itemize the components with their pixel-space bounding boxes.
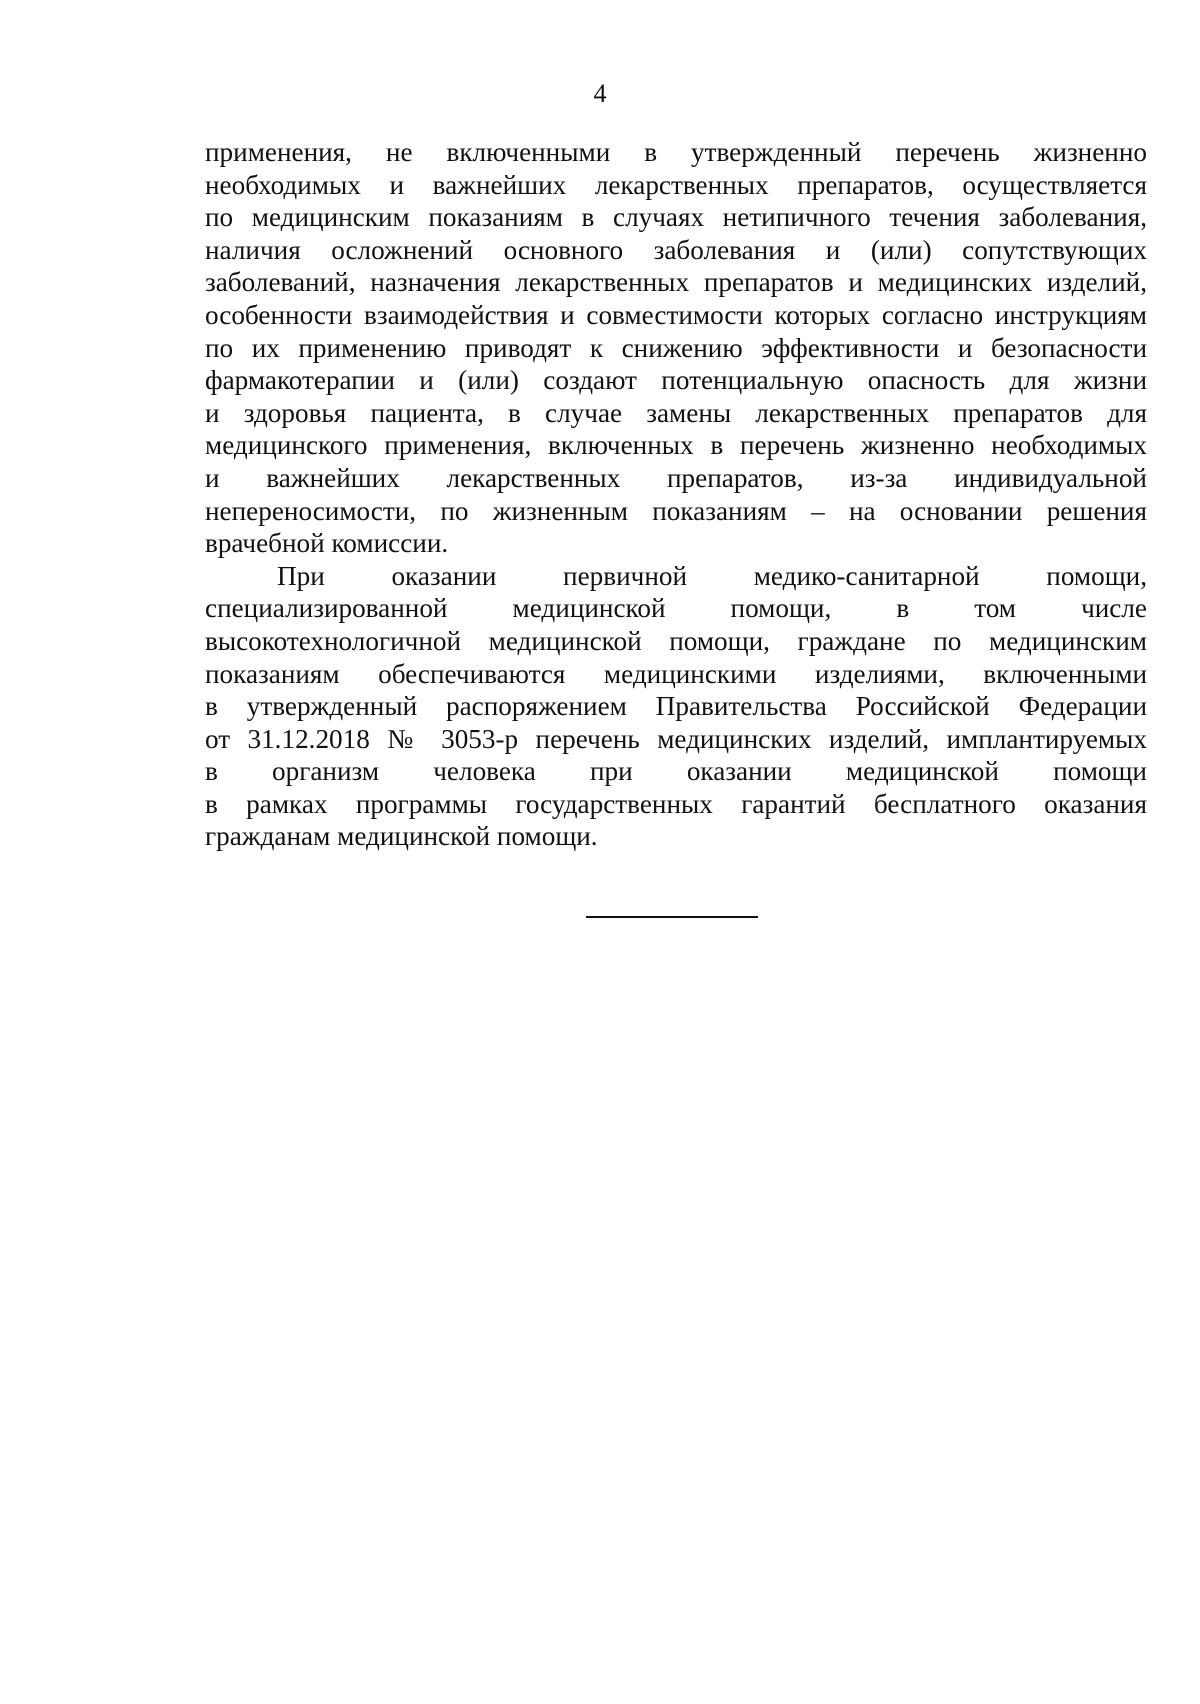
paragraph-1-line-13: врачебной комиссии. <box>205 528 449 559</box>
paragraph-1-line-9: и здоровья пациента, в случае замены лекарственных препаратов для <box>205 397 1147 428</box>
paragraph-1-line-7: по их применению приводят к снижению эффективности и безопасности <box>205 332 1147 363</box>
paragraph-2-line-9: гражданам медицинской помощи. <box>205 821 598 852</box>
paragraph-2-line-8: в рамках программы государственных гарантий бесплатного оказания <box>205 788 1147 819</box>
paragraph-1-line-11: и важнейших лекарственных препаратов, из-за индивидуальной <box>205 462 1147 493</box>
document-body <box>205 136 1147 853</box>
paragraph-1-line-3: по медицинским показаниям в случаях нетипичного течения заболевания, <box>205 202 1147 233</box>
paragraph-2-line-3: высокотехнологичной медицинской помощи, граждане по медицинским <box>205 625 1147 656</box>
paragraph-1-line-10: медицинского применения, включенных в перечень жизненно необходимых <box>205 430 1147 461</box>
paragraph-1-line-1: применения, не включенными в утвержденный перечень жизненно <box>205 137 1147 167</box>
page-number: 4 <box>593 79 607 108</box>
paragraph-2-line-4: показаниям обеспечиваются медицинскими изделиями, включенными <box>205 658 1147 689</box>
paragraph-1-line-8: фармакотерапии и (или) создают потенциальную опасность для жизни <box>205 365 1147 396</box>
paragraph-1-line-12: непереносимости, по жизненным показаниям – на основании решения <box>205 495 1147 526</box>
paragraph-1-line-2: необходимых и важнейших лекарственных препаратов, осуществляется <box>205 169 1147 200</box>
paragraph-2-line-1: При оказании первичной медико-санитарной помощи, <box>277 560 1147 591</box>
end-of-text-rule <box>586 916 758 918</box>
paragraph-2-line-5: в утвержденный распоряжением Правительства Российской Федерации <box>205 691 1147 722</box>
paragraph-1-line-4: наличия осложнений основного заболевания и (или) сопутствующих <box>205 234 1147 265</box>
paragraph-2-line-6: от 31.12.2018 № 3053-р перечень медицинских изделий, имплантируемых <box>205 723 1147 754</box>
paragraph-1-line-5: заболеваний, назначения лекарственных препаратов и медицинских изделий, <box>205 267 1147 298</box>
paragraph-1-line-6: особенности взаимодействия и совместимости которых согласно инструкциям <box>205 299 1147 330</box>
paragraph-2-line-7: в организм человека при оказании медицинской помощи <box>205 756 1147 787</box>
paragraph-2-line-2: специализированной медицинской помощи, в том числе <box>205 593 1147 624</box>
